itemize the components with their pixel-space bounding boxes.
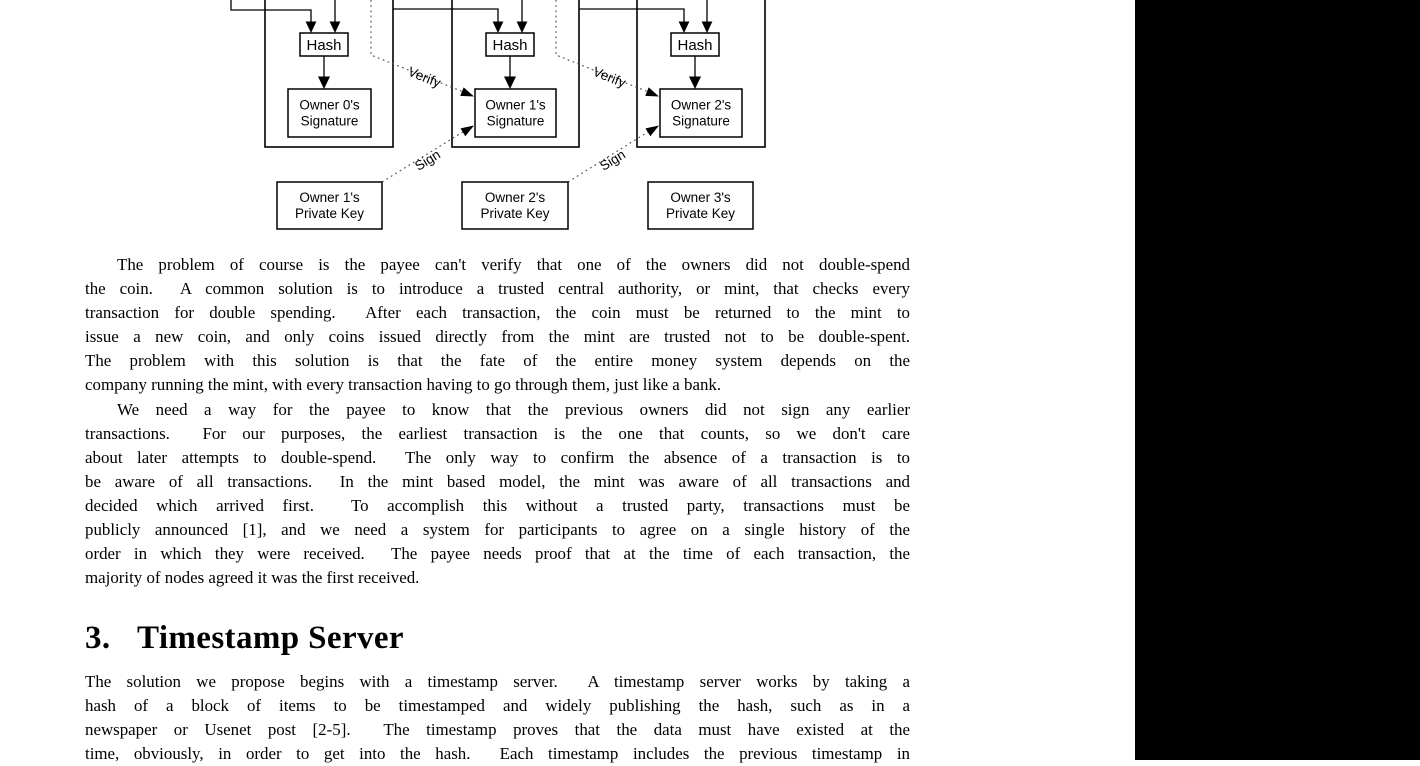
text-line: time, obviously, in order to get into the hash. Each timestamp includes the previous timestamp in — [85, 744, 910, 764]
private-key-label: Private Key — [665, 206, 736, 221]
arrow-right-icon — [460, 87, 475, 100]
text-line: The solution we propose begins with a timestamp server. A timestamp server works by taking a — [85, 672, 910, 691]
arrow-right-icon — [645, 87, 660, 100]
private-key-label: Owner 2's — [484, 190, 546, 205]
prev-tx-line-1 — [231, 0, 311, 22]
signature-label: Signature — [486, 113, 545, 129]
private-key-label: Owner 3's — [670, 190, 731, 205]
arrow-down-icon — [318, 77, 330, 90]
text-line: newspaper or Usenet post [2-5]. The timestamp proves that the data must have existed at the — [85, 720, 910, 740]
private-key-label: Owner 1's — [299, 190, 360, 205]
prev-tx-line-2 — [393, 9, 498, 22]
text-line: transaction for double spending. After each transaction, the coin must be returned to the mint to — [85, 303, 910, 323]
signature-label: Owner 2's — [670, 97, 732, 113]
text-line: about later attempts to double-spend. The only way to confirm the absence of a transaction is to — [85, 447, 910, 467]
text-line: issue a new coin, and only coins issued directly from the mint are trusted not to be double-spent. — [85, 327, 910, 347]
hash-label: Hash — [306, 37, 342, 54]
body-text-block-1 — [85, 253, 910, 590]
transaction-diagram — [0, 0, 800, 235]
signature-label: Owner 1's — [485, 97, 546, 113]
hash-label: Hash — [677, 37, 713, 54]
arrow-up-right-icon — [461, 122, 477, 137]
sign-label: Sign — [597, 146, 628, 174]
private-key-label: Private Key — [480, 206, 550, 221]
text-line: The problem with this solution is that the fate of the entire money system depends on the — [85, 351, 910, 371]
text-line: publicly announced [1], and we need a system for participants to agree on a single history of the — [85, 520, 910, 540]
text-line: The problem of course is the payee can't verify that one of the owners did not double-spend — [117, 255, 910, 274]
arrow-down-icon — [702, 22, 713, 34]
text-line: be aware of all transactions. In the mint based model, the mint was aware of all transactions and — [85, 471, 910, 491]
signature-label: Signature — [300, 113, 359, 129]
arrow-down-icon — [504, 77, 516, 90]
section-number: 3. — [85, 620, 111, 656]
side-panel — [1135, 0, 1420, 760]
verify-label: Verify — [405, 63, 443, 91]
arrow-down-icon — [517, 22, 528, 34]
prev-tx-line-3 — [579, 9, 684, 22]
arrow-down-icon — [493, 22, 504, 34]
verify-label: Verify — [590, 63, 628, 91]
private-key-label: Private Key — [294, 206, 365, 221]
text-line: We need a way for the payee to know that the previous owners did not sign any earlier — [117, 399, 910, 419]
arrow-down-icon — [306, 22, 317, 34]
text-line: transactions. For our purposes, the earliest transaction is the one that counts, so we don't care — [85, 423, 910, 443]
text-line: hash of a block of items to be timestamped and widely publishing the hash, such as in a — [85, 696, 910, 716]
body-text-block-2 — [85, 670, 910, 766]
text-line: decided which arrived first. To accomplish this without a trusted party, transactions must be — [85, 495, 910, 515]
section-title: Timestamp Server — [137, 620, 404, 656]
signature-label: Signature — [672, 113, 730, 129]
arrow-down-icon — [679, 22, 690, 34]
sign-label: Sign — [412, 146, 443, 174]
text-line: company running the mint, with every transaction having to go through them, just like a bank. — [85, 375, 722, 395]
text-line: order in which they were received. The payee needs proof that at the time of each transaction, the — [85, 544, 910, 564]
section-heading — [85, 621, 910, 655]
arrow-down-icon — [689, 77, 701, 90]
signature-label: Owner 0's — [299, 97, 360, 113]
text-line: the coin. A common solution is to introduce a trusted central authority, or mint, that checks every — [85, 279, 910, 299]
hash-label: Hash — [492, 37, 528, 54]
arrow-up-right-icon — [646, 122, 662, 137]
text-line: majority of nodes agreed it was the first received. — [85, 568, 420, 588]
arrow-down-icon — [330, 22, 341, 34]
